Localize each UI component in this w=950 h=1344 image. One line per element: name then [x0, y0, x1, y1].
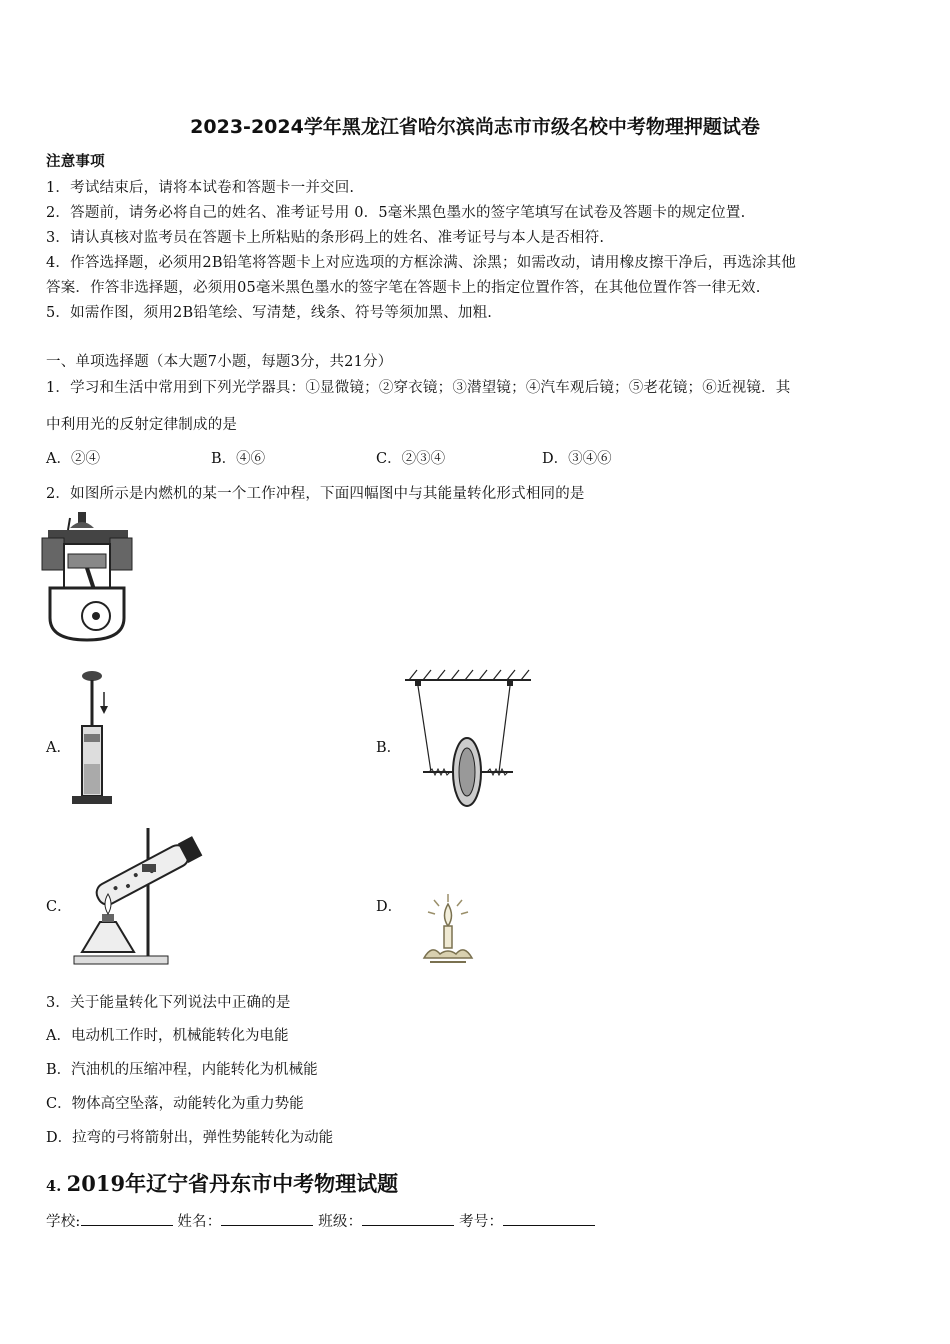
- exam-id-label: 考号：: [459, 1214, 504, 1230]
- q1-option-d[interactable]: D．③④⑥: [542, 451, 612, 467]
- q2-option-d-label[interactable]: D．: [376, 899, 403, 915]
- exam-id-field[interactable]: [503, 1211, 595, 1226]
- q1-option-c[interactable]: C．②③④: [376, 451, 446, 467]
- notice-item: 答案．作答非选择题，必须用05毫米黑色墨水的签字笔在答题卡上的指定位置作答，在其他位置作答一律无效.: [46, 280, 761, 296]
- name-field[interactable]: [221, 1211, 313, 1226]
- test-tube-heating-figure: [72, 824, 220, 969]
- section-heading: 一、单项选择题（本大题7小题，每题3分，共21分）: [46, 354, 393, 370]
- school-label: 学校:: [46, 1214, 81, 1230]
- q2-option-a-label[interactable]: A．: [46, 740, 71, 756]
- q1-option-a[interactable]: A．②④: [46, 451, 100, 467]
- notice-item: 2．答题前，请务必将自己的姓名、准考证号用 0．5毫米黑色墨水的签字笔填写在试卷及答题卡的规定位置.: [46, 205, 746, 221]
- engine-stroke-figure: [40, 508, 135, 643]
- question-4-heading: [46, 1168, 398, 1198]
- flywheel-figure: [403, 668, 533, 813]
- notice-item: 1．考试结束后，请将本试卷和答题卡一并交回.: [46, 180, 355, 196]
- q3-option-b[interactable]: B．汽油机的压缩冲程，内能转化为机械能: [46, 1062, 318, 1078]
- notice-item: 5．如需作图，须用2B铅笔绘、写清楚，线条、符号等须加黑、加粗.: [46, 305, 493, 321]
- question-1-stem: 1．学习和生活中常用到下列光学器具：①显微镜；②穿衣镜；③潜望镜；④汽车观后镜；⑤老花镜；⑥近视镜．其: [46, 380, 791, 396]
- question-3-stem: 3．关于能量转化下列说法中正确的是: [46, 995, 291, 1011]
- q2-option-c-label[interactable]: C．: [46, 899, 72, 915]
- student-info-row: [46, 1210, 595, 1231]
- notice-heading: 注意事项: [46, 153, 105, 170]
- notice-item: 4．作答选择题，必须用2B铅笔将答题卡上对应选项的方框涂满、涂黑；如需改动，请用橡皮擦干净后，再选涂其他: [46, 255, 797, 271]
- class-field[interactable]: [362, 1211, 454, 1226]
- question-4-title: 2019年辽宁省丹东市中考物理试题: [66, 1171, 399, 1196]
- question-4-number: 4.: [46, 1178, 62, 1195]
- question-1-stem-cont: 中利用光的反射定律制成的是: [46, 417, 238, 433]
- class-label: 班级：: [318, 1214, 363, 1230]
- question-2-stem: 2．如图所示是内燃机的某一个工作冲程，下面四幅图中与其能量转化形式相同的是: [46, 486, 585, 502]
- q3-option-c[interactable]: C．物体高空坠落，动能转化为重力势能: [46, 1096, 304, 1112]
- q3-option-d[interactable]: D．拉弯的弓将箭射出，弹性势能转化为动能: [46, 1130, 334, 1146]
- notice-item: 3．请认真核对监考员在答题卡上所粘贴的条形码上的姓名、准考证号与本人是否相符.: [46, 230, 605, 246]
- q3-option-a[interactable]: A．电动机工作时，机械能转化为电能: [46, 1028, 289, 1044]
- candle-figure: [418, 892, 478, 964]
- air-pump-figure: [66, 668, 126, 810]
- school-field[interactable]: [81, 1211, 173, 1226]
- q1-option-b[interactable]: B．④⑥: [211, 451, 266, 467]
- name-label: 姓名：: [177, 1214, 222, 1230]
- q2-option-b-label[interactable]: B．: [376, 740, 402, 756]
- page-title: 2023-2024学年黑龙江省哈尔滨尚志市市级名校中考物理押题试卷: [190, 116, 760, 138]
